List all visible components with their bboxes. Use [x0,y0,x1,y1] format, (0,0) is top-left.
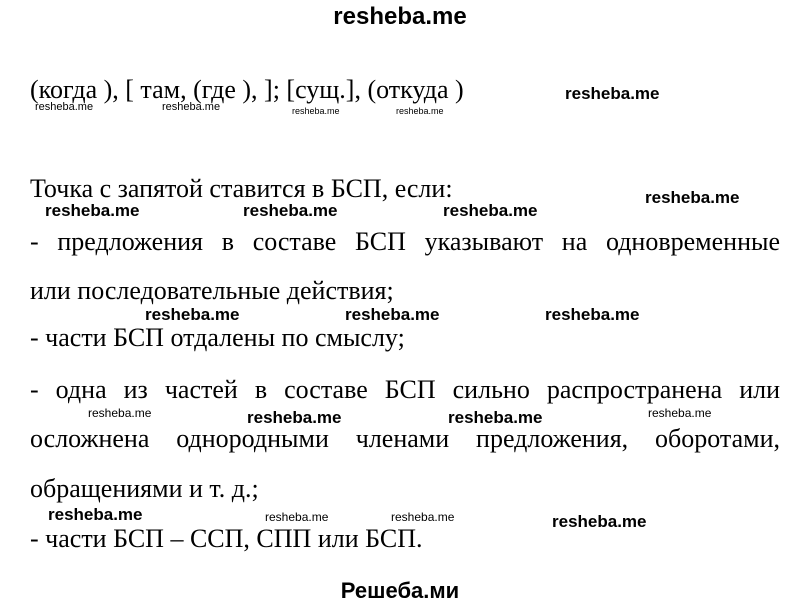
rules-intro: Точка с запятой ставится в БСП, если: [30,174,453,203]
watermark: resheba.me [162,101,221,113]
watermark: resheba.me [145,305,240,324]
watermark: resheba.me [565,84,660,103]
header-watermark: resheba.me [333,3,467,30]
watermark: resheba.me [648,406,712,420]
watermark: resheba.me [292,106,340,116]
sentence-scheme: (когда ), [ там, (где ), ]; [сущ.], (откуда ) [30,75,464,104]
watermark: resheba.me [35,101,94,113]
watermark: resheba.me [645,188,740,207]
watermark: resheba.me [265,510,329,524]
footer-watermark: Решеба.ми [340,578,460,603]
watermark: resheba.me [552,512,647,531]
rule-1-line-1: - предложения в составе БСП указывают на одновременные [30,227,780,256]
rule-1-line-2: или последовательные действия; [30,276,394,305]
watermark: resheba.me [545,305,640,324]
rule-4-line-1: - части БСП – ССП, СПП или БСП. [30,524,423,553]
rule-2-line-1: - части БСП отдалены по смыслу; [30,323,405,352]
watermark: resheba.me [48,505,143,524]
rule-3-line-2: осложнена однородными членами предложения, оборотами, [30,424,780,453]
watermark: resheba.me [396,106,444,116]
watermark: resheba.me [243,201,338,220]
watermark: resheba.me [247,408,342,427]
watermark: resheba.me [391,510,455,524]
watermark: resheba.me [88,406,152,420]
rule-3-line-3: обращениями и т. д.; [30,474,259,503]
watermark: resheba.me [448,408,543,427]
watermark: resheba.me [443,201,538,220]
watermark: resheba.me [45,201,140,220]
watermark: resheba.me [345,305,440,324]
rule-3-line-1: - одна из частей в составе БСП сильно распространена или [30,375,780,404]
